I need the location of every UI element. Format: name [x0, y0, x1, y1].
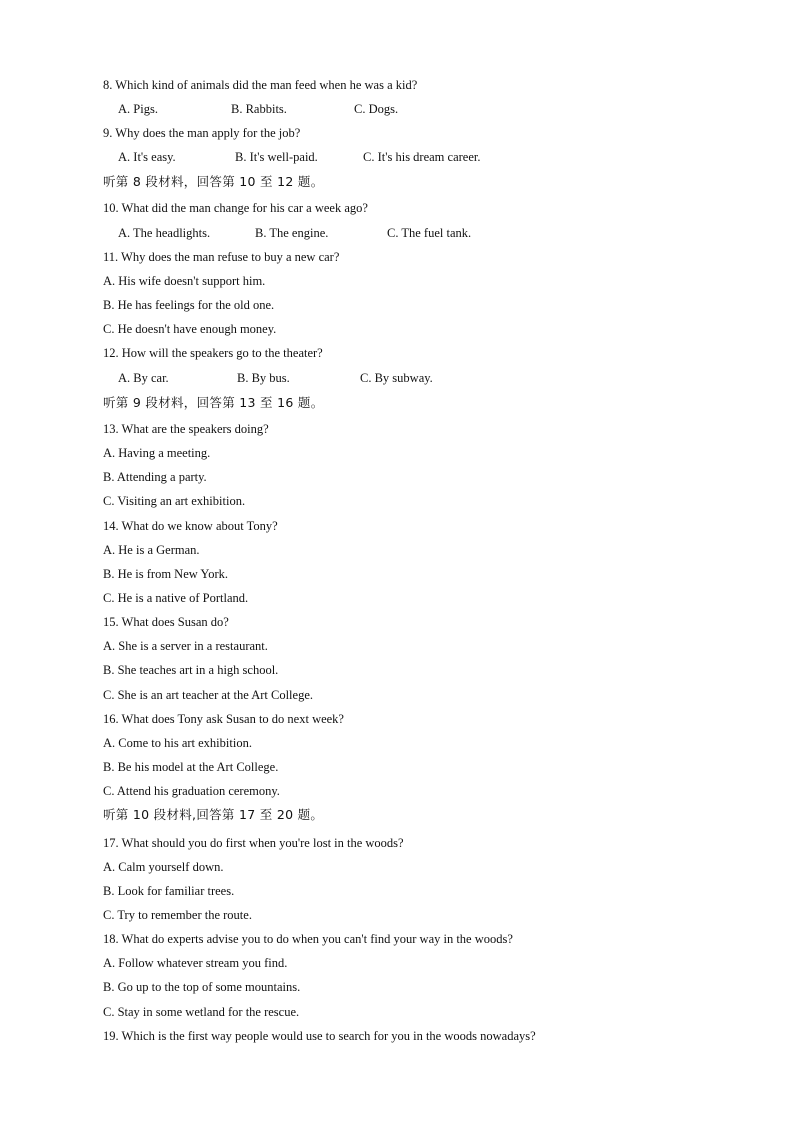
question-14: 14. What do we know about Tony?: [103, 519, 278, 533]
question-15-option-c: C. She is an art teacher at the Art College.: [103, 688, 314, 702]
question-13: 13. What are the speakers doing?: [103, 422, 269, 436]
question-18-option-c: C. Stay in some wetland for the rescue.: [103, 1005, 300, 1019]
question-19: 19. Which is the first way people would use to search for you in the woods nowadays?: [103, 1029, 536, 1043]
question-17-option-c: C. Try to remember the route.: [103, 908, 252, 922]
section-heading-8: 听第 8 段材料，回答第 10 至 12 题。: [103, 174, 324, 189]
question-16-option-b: B. Be his model at the Art College.: [103, 760, 279, 774]
question-18-option-a: A. Follow whatever stream you find.: [103, 956, 288, 970]
question-14-option-c: C. He is a native of Portland.: [103, 591, 249, 605]
question-16-option-a: A. Come to his art exhibition.: [103, 736, 252, 750]
question-11-option-c: C. He doesn't have enough money.: [103, 322, 277, 336]
option-b: B. Rabbits.: [231, 102, 287, 116]
question-10: 10. What did the man change for his car a week ago?: [103, 201, 368, 215]
option-a: A. By car.: [118, 371, 169, 385]
question-15: 15. What does Susan do?: [103, 615, 229, 629]
question-12: 12. How will the speakers go to the theater?: [103, 346, 323, 360]
question-15-option-b: B. She teaches art in a high school.: [103, 663, 279, 677]
question-15-option-a: A. She is a server in a restaurant.: [103, 639, 268, 653]
option-c: C. The fuel tank.: [387, 226, 472, 240]
section-heading-10: 听第 10 段材料,回答第 17 至 20 题。: [103, 807, 324, 822]
option-a: A. It's easy.: [118, 150, 176, 164]
question-13-option-c: C. Visiting an art exhibition.: [103, 494, 246, 508]
question-14-option-b: B. He is from New York.: [103, 567, 228, 581]
question-11-option-a: A. His wife doesn't support him.: [103, 274, 266, 288]
question-16: 16. What does Tony ask Susan to do next week?: [103, 712, 344, 726]
question-9: 9. Why does the man apply for the job?: [103, 126, 301, 140]
section-heading-9: 听第 9 段材料，回答第 13 至 16 题。: [103, 395, 324, 410]
question-14-option-a: A. He is a German.: [103, 543, 200, 557]
option-c: C. It's his dream career.: [363, 150, 481, 164]
question-16-option-c: C. Attend his graduation ceremony.: [103, 784, 280, 798]
question-11: 11. Why does the man refuse to buy a new car?: [103, 250, 340, 264]
option-b: B. By bus.: [237, 371, 290, 385]
question-13-option-a: A. Having a meeting.: [103, 446, 211, 460]
question-17-option-b: B. Look for familiar trees.: [103, 884, 235, 898]
question-17: 17. What should you do first when you're lost in the woods?: [103, 836, 404, 850]
option-b: B. The engine.: [255, 226, 329, 240]
option-a: A. Pigs.: [118, 102, 158, 116]
option-c: C. Dogs.: [354, 102, 399, 116]
option-c: C. By subway.: [360, 371, 433, 385]
question-18-option-b: B. Go up to the top of some mountains.: [103, 980, 301, 994]
question-13-option-b: B. Attending a party.: [103, 470, 207, 484]
question-17-option-a: A. Calm yourself down.: [103, 860, 224, 874]
question-8: 8. Which kind of animals did the man feed when he was a kid?: [103, 78, 418, 92]
question-11-option-b: B. He has feelings for the old one.: [103, 298, 275, 312]
option-b: B. It's well-paid.: [235, 150, 318, 164]
question-18: 18. What do experts advise you to do when you can't find your way in the woods?: [103, 932, 513, 946]
option-a: A. The headlights.: [118, 226, 211, 240]
